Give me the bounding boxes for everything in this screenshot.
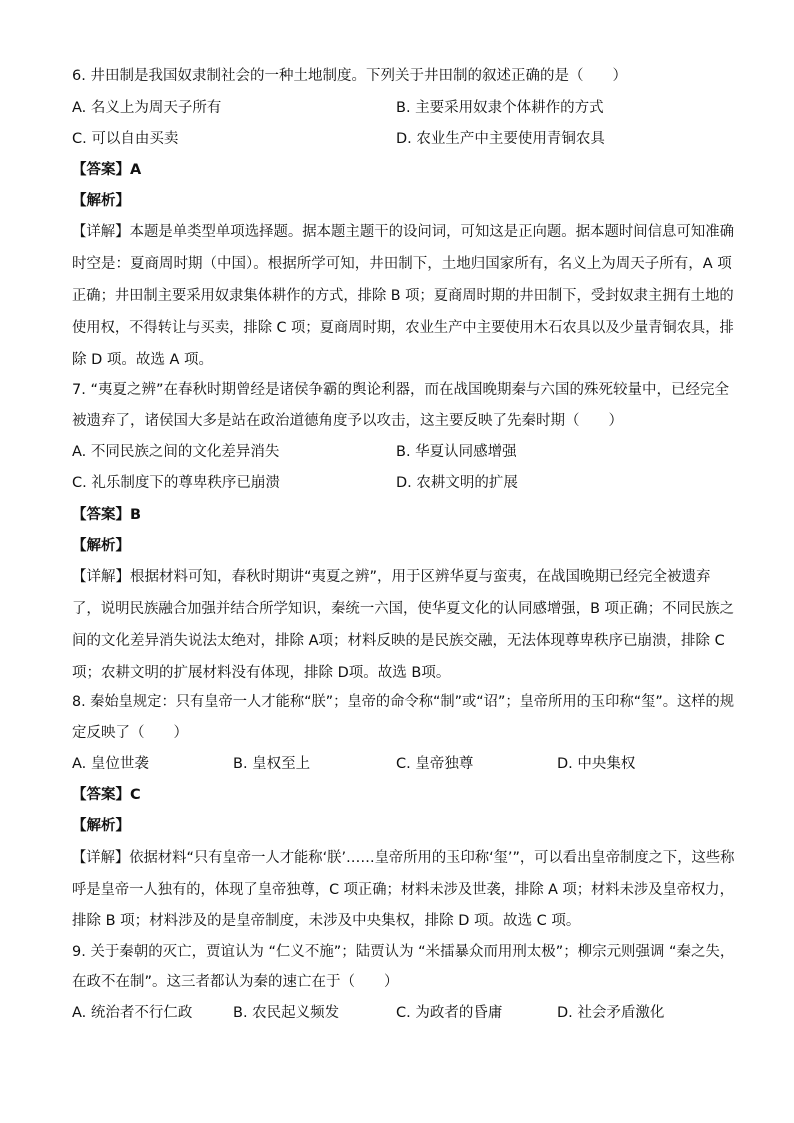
q7-detail-line: 间的文化差异消失说法太绝对，排除 A项；材料反映的是民族交融，无法体现尊卑秩序已崩溃，排除 C <box>72 633 725 649</box>
q6-detail-line: 正确；井田制主要采用奴隶集体耕作的方式，排除 B 项；夏商周时期的井田制下，受封奴隶主拥有土地的 <box>72 288 734 304</box>
q6-option-d: D. 农业生产中主要使用青铜农具 <box>396 131 605 147</box>
q7-option-b: B. 华夏认同感增强 <box>396 444 517 460</box>
q7-stem-line: 被遗弃了，诸侯国大多是站在政治道德角度予以攻击，这主要反映了先秦时期（ ） <box>72 413 623 429</box>
q8-detail-line: 排除 B 项；材料涉及的是皇帝制度，未涉及中央集权，排除 D 项。故选 C 项。 <box>72 913 581 929</box>
q6-detail-line: 时空是：夏商周时期（中国）。根据所学可知，井田制下，土地归国家所有，名义上为周天子所有，A 项 <box>72 256 732 272</box>
q7-option-d: D. 农耕文明的扩展 <box>396 475 518 491</box>
q7-option-a: A. 不同民族之间的文化差异消失 <box>72 444 280 460</box>
q6-option-b: B. 主要采用奴隶个体耕作的方式 <box>396 100 604 116</box>
q8-option-d: D. 中央集权 <box>557 756 636 772</box>
q8-analysis-label: 【解析】 <box>72 818 130 834</box>
q8-option-a: A. 皇位世袭 <box>72 756 149 772</box>
q7-analysis-label: 【解析】 <box>72 538 130 554</box>
q7-detail-line: 【详解】根据材料可知，春秋时期讲“夷夏之辨”，用于区辨华夏与蛮夷，在战国晚期已经完全被遗弃 <box>72 569 711 585</box>
q9-option-d: D. 社会矛盾激化 <box>557 1005 665 1021</box>
q7-answer: 【答案】B <box>72 507 142 523</box>
q8-option-c: C. 皇帝独尊 <box>396 756 474 772</box>
q8-stem-line: 8. 秦始皇规定：只有皇帝一人才能称“朕”；皇帝的命令称“制”或“诏”；皇帝所用的玉印称“玺”。这样的规 <box>72 694 735 710</box>
q8-detail-line: 【详解】依据材料“只有皇帝一人才能称‘朕’……皇帝所用的玉印称‘玺’”，可以看出皇帝制度之下，这些称 <box>72 850 735 866</box>
q6-answer: 【答案】A <box>72 162 142 178</box>
q7-detail-line: 了，说明民族融合加强并结合所学知识，秦统一六国，使华夏文化的认同感增强，B 项正确；不同民族之 <box>72 601 735 617</box>
q6-stem: 6. 井田制是我国奴隶制社会的一种土地制度。下列关于井田制的叙述正确的是（ ） <box>72 68 627 84</box>
q6-detail-line: 除 D 项。故选 A 项。 <box>72 352 214 368</box>
q9-option-c: C. 为政者的昏庸 <box>396 1005 503 1021</box>
q6-detail-line: 使用权，不得转让与买卖，排除 C 项；夏商周时期，农业生产中主要使用木石农具以及少量青铜农具，排 <box>72 320 734 336</box>
q7-stem-line: 7. “夷夏之辨”在春秋时期曾经是诸侯争霸的舆论利器，而在战国晚期秦与六国的殊死较量中，已经完全 <box>72 382 729 398</box>
q8-stem-line: 定反映了（ ） <box>72 725 188 741</box>
q6-detail-line: 【详解】本题是单类型单项选择题。据本题主题干的设问词，可知这是正向题。据本题时间信息可知准确 <box>72 224 734 240</box>
q6-option-c: C. 可以自由买卖 <box>72 131 179 147</box>
q7-option-c: C. 礼乐制度下的尊卑秩序已崩溃 <box>72 475 280 491</box>
q8-answer: 【答案】C <box>72 787 141 803</box>
q9-stem-line: 在政不在制”。这三者都认为秦的速亡在于（ ） <box>72 974 399 990</box>
q8-option-b: B. 皇权至上 <box>233 756 311 772</box>
q9-option-a: A. 统治者不行仁政 <box>72 1005 193 1021</box>
q8-detail-line: 呼是皇帝一人独有的，体现了皇帝独尊，C 项正确；材料未涉及世袭，排除 A 项；材料未涉及皇帝权力， <box>72 882 734 898</box>
q6-option-a: A. 名义上为周天子所有 <box>72 100 222 116</box>
q7-detail-line: 项；农耕文明的扩展材料没有体现，排除 D项。故选 B项。 <box>72 665 451 681</box>
q9-option-b: B. 农民起义频发 <box>233 1005 340 1021</box>
q6-analysis-label: 【解析】 <box>72 193 130 209</box>
q9-stem-line: 9. 关于秦朝的灭亡，贾谊认为 “仁义不施”；陆贾认为 “米擂暴众而用刑太极”；柳宗元则强调 “秦之失， <box>72 944 735 960</box>
